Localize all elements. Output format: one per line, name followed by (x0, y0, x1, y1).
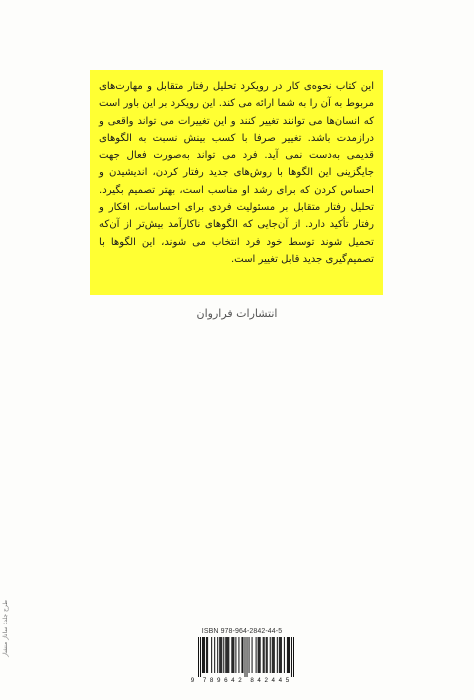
barcode-bar (263, 637, 264, 673)
barcode-digit: 8 (250, 677, 254, 683)
barcode-bar (289, 637, 290, 673)
barcode-bar (287, 637, 288, 673)
barcode-digit: 4 (271, 677, 276, 683)
barcode-digit: 4 (257, 677, 261, 683)
barcode-bar (242, 637, 243, 673)
barcode-bar (249, 637, 250, 673)
barcode-digit: 4 (231, 677, 235, 683)
barcode-bar (202, 637, 203, 673)
barcode-digit: 2 (238, 677, 242, 683)
barcode-bar (272, 637, 273, 673)
barcode-bar (238, 637, 239, 673)
barcode-bar (232, 637, 233, 673)
barcode-bar (214, 637, 215, 673)
barcode-bar (270, 637, 271, 673)
barcode-bar (203, 637, 204, 673)
barcode-bar (227, 637, 228, 673)
barcode-bar (204, 637, 205, 673)
barcode-bar (252, 637, 253, 673)
cover-design-credit: طرح جلد: ساناز منشار (2, 600, 9, 657)
barcode-bar (277, 637, 278, 673)
barcode-bar (206, 637, 207, 673)
barcode-bar (273, 637, 274, 673)
barcode-bar (231, 637, 232, 673)
barcode-bar (260, 637, 261, 673)
barcode-digit: 5 (285, 677, 290, 683)
blurb-box (90, 70, 383, 295)
barcode-bar (207, 637, 208, 673)
barcode-bar (267, 637, 268, 673)
publisher-name: انتشارات فراروان (196, 307, 278, 320)
barcode-digit: 8 (209, 677, 214, 683)
barcode-digit: 6 (224, 677, 228, 683)
barcode-bar (266, 637, 267, 673)
barcode-bar (221, 637, 222, 673)
barcode-bar (281, 637, 282, 673)
barcode-bar (247, 637, 248, 677)
barcode-bar (211, 637, 212, 673)
barcode-bar (264, 637, 265, 673)
barcode-bar (235, 637, 236, 673)
barcode-bar (198, 637, 199, 677)
barcode-bar (244, 637, 245, 677)
barcode-bar (256, 637, 257, 673)
barcode-bar (291, 637, 292, 677)
isbn-block (190, 628, 294, 683)
barcode-bar (280, 637, 281, 673)
blurb-text: این کتاب نحوه‌ی کار در رویکرد تحلیل رفتار متقابل و مهارت‌های مربوط به آن را به شما ارائه می کند. این رویکرد بر این باور است که انسان‌ها می توانند تغییر کنند و این تغییرات می تواند واقعی و درازمدت باشد. تغییر صرفا با کسب بینش نسبت به الگوهای قدیمی به‌دست نمی آید. فرد می تواند به‌صورت فعال جهت جایگزینی این الگوها با روش‌های جدید رفتار کردن، اندیشیدن و احساس کردن که برای رشد او مناسب است، بهتر تصمیم بگیرد. تحلیل رفتار متقابل بر مسئولیت فردی برای احساسات، افکار و رفتار تأکید دارد. از آن‌جایی که الگوهای ناکارآمد بیش‌تر از آن‌که تحمیل شوند توسط خود فرد انتخاب می شوند، این الگوها با تصمیم‌گیری جدید قابل تغییر است. (99, 81, 374, 265)
barcode (190, 637, 294, 683)
barcode-bar (258, 637, 259, 673)
barcode-bar (226, 637, 227, 673)
isbn-text: ISBN 978-964-2842-44-5 (201, 628, 283, 635)
barcode-digit: 2 (264, 677, 268, 683)
barcode-bar (217, 637, 218, 673)
barcode-bar (288, 637, 289, 673)
barcode-bar (259, 637, 260, 673)
barcode-bar (220, 637, 221, 673)
barcode-bar (200, 637, 201, 677)
barcode-bar (241, 637, 242, 673)
barcode-bar (279, 637, 280, 673)
barcode-bar (274, 637, 275, 673)
barcode-bar (284, 637, 285, 673)
barcode-bar (223, 637, 224, 673)
barcode-bar (225, 637, 226, 673)
barcode-digit: 9 (190, 677, 195, 683)
barcode-bar (293, 637, 294, 677)
barcode-digit: 4 (278, 677, 283, 683)
barcode-bar (228, 637, 229, 673)
barcode-bar (233, 637, 234, 673)
barcode-digit: 7 (202, 677, 207, 683)
barcode-bar (219, 637, 220, 673)
barcode-digit: 9 (216, 677, 221, 683)
